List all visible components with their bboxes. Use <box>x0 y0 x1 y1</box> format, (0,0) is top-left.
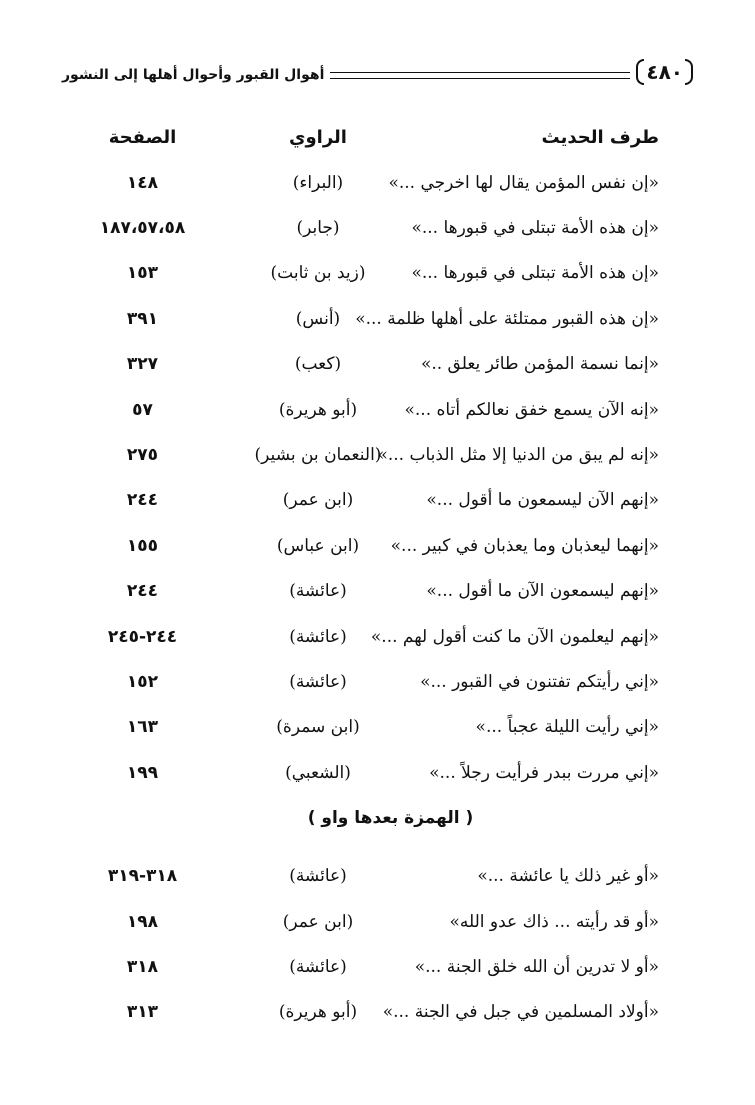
table-row <box>62 569 659 614</box>
narrator-cell: (كعب) <box>294 354 342 375</box>
hadith-cell: «أو لا تدرين أن الله خلق الجنة ...» <box>414 956 659 977</box>
page-cell: ١٥٥ <box>126 535 159 556</box>
table-row <box>62 899 659 944</box>
table-row <box>62 990 659 1035</box>
table-row <box>62 478 659 523</box>
page-cell: ١٥٢ <box>126 671 159 692</box>
hadith-cell: «إنه لم يبق من الدنيا إلا مثل الذباب ...» <box>377 445 659 466</box>
table-row <box>62 432 659 477</box>
hadith-cell: «إن هذه القبور ممتلئة على أهلها ظلمة ...» <box>355 308 659 329</box>
narrator-cell: (ابن عمر) <box>282 911 354 932</box>
column-header-page: الصفحة <box>108 126 177 148</box>
hadith-cell: «إن نفس المؤمن يقال لها اخرجي ...» <box>388 172 659 193</box>
narrator-cell: (أبو هريرة) <box>278 399 358 420</box>
page-cell: ٢٧٥ <box>126 445 159 466</box>
narrator-cell: (ابن عباس) <box>276 535 360 556</box>
page-cell: ٣٩١ <box>126 308 159 329</box>
table-row <box>62 614 659 659</box>
table-row <box>62 387 659 432</box>
section-gap <box>62 841 659 853</box>
page-cell: ١٦٣ <box>126 717 159 738</box>
rows-group-b <box>62 853 659 1035</box>
narrator-cell: (عائشة) <box>289 956 347 977</box>
table-row <box>62 944 659 989</box>
narrator-cell: (ابن سمرة) <box>276 717 360 738</box>
hadith-cell: «إنهم ليعلمون الآن ما كنت أقول لهم ...» <box>370 626 659 647</box>
hadith-cell: «إن هذه الأمة تبتلى في قبورها ...» <box>411 218 659 239</box>
page-cell: ١٩٩ <box>126 762 159 783</box>
narrator-cell: (البراء) <box>292 172 344 193</box>
column-header-narrator: الراوي <box>289 126 347 148</box>
page-number: ٤٨٠ <box>636 57 693 87</box>
page-cell: ٣١٣ <box>126 1002 159 1023</box>
hadith-cell: «إني رأيت الليلة عجباً ...» <box>475 717 659 738</box>
table-row <box>62 251 659 296</box>
hadith-cell: «إنه الآن يسمع خفق نعالكم أتاه ...» <box>404 399 659 420</box>
hadith-cell: «إنهم ليسمعون الآن ما أقول ...» <box>426 581 659 602</box>
narrator-cell: (عائشة) <box>289 626 347 647</box>
table-row <box>62 523 659 568</box>
table-header-row <box>62 114 659 160</box>
table-row <box>62 750 659 795</box>
hadith-cell: «أو قد رأيته ... ذاك عدو الله» <box>449 911 659 932</box>
table-row <box>62 296 659 341</box>
hadith-cell: «أو غير ذلك يا عائشة ...» <box>477 866 659 887</box>
table-row <box>62 205 659 250</box>
page-cell: ١٩٨ <box>126 911 159 932</box>
hadith-cell: «إني مررت ببدر فرأيت رجلاً ...» <box>429 762 659 783</box>
hadith-cell: «إنما نسمة المؤمن طائر يعلق ..» <box>420 354 659 375</box>
header-rule <box>330 72 630 79</box>
table-row <box>62 853 659 898</box>
column-header-hadith: طرف الحديث <box>541 126 659 148</box>
hadith-cell: «إن هذه الأمة تبتلى في قبورها ...» <box>411 263 659 284</box>
page-cell: ٣١٨ <box>126 956 159 977</box>
hadith-cell: «أولاد المسلمين في جبل في الجنة ...» <box>382 1002 659 1023</box>
page-cell: ١٥٣ <box>126 263 159 284</box>
narrator-cell: (أبو هريرة) <box>278 1002 358 1023</box>
narrator-cell: (النعمان بن بشير) <box>254 445 382 466</box>
table-row <box>62 342 659 387</box>
hadith-cell: «إنهم الآن ليسمعون ما أقول ...» <box>426 490 659 511</box>
narrator-cell: (عائشة) <box>289 866 347 887</box>
narrator-cell: (ابن عمر) <box>282 490 354 511</box>
running-header <box>62 52 693 92</box>
page-cell: ٣٢٧ <box>126 354 159 375</box>
narrator-cell: (الشعبي) <box>285 762 351 783</box>
page-cell: ١٤٨ <box>126 172 159 193</box>
narrator-cell: (عائشة) <box>289 671 347 692</box>
page-cell: ٢٤٤-٢٤٥ <box>107 626 178 647</box>
hadith-index-table <box>62 114 659 1035</box>
page-cell: ٣١٨-٣١٩ <box>107 866 178 887</box>
rows-group-a <box>62 160 659 795</box>
page-cell: ٢٤٤ <box>126 490 159 511</box>
table-row <box>62 160 659 205</box>
book-title: أهوال القبور وأحوال أهلها إلى النشور <box>62 67 325 83</box>
table-row <box>62 705 659 750</box>
table-row <box>62 659 659 704</box>
page-cell: ٢٤٤ <box>126 581 159 602</box>
page-cell: ١٨٧،٥٧،٥٨ <box>99 218 186 239</box>
narrator-cell: (أنس) <box>295 308 341 329</box>
section-heading: ( الهمزة بعدها واو ) <box>307 808 474 829</box>
hadith-cell: «إني رأيتكم تفتنون في القبور ...» <box>420 671 659 692</box>
narrator-cell: (جابر) <box>296 218 340 239</box>
page-cell: ٥٧ <box>132 399 153 420</box>
narrator-cell: (زيد بن ثابت) <box>270 263 366 284</box>
narrator-cell: (عائشة) <box>289 581 347 602</box>
hadith-cell: «إنهما ليعذبان وما يعذبان في كبير ...» <box>390 535 659 556</box>
